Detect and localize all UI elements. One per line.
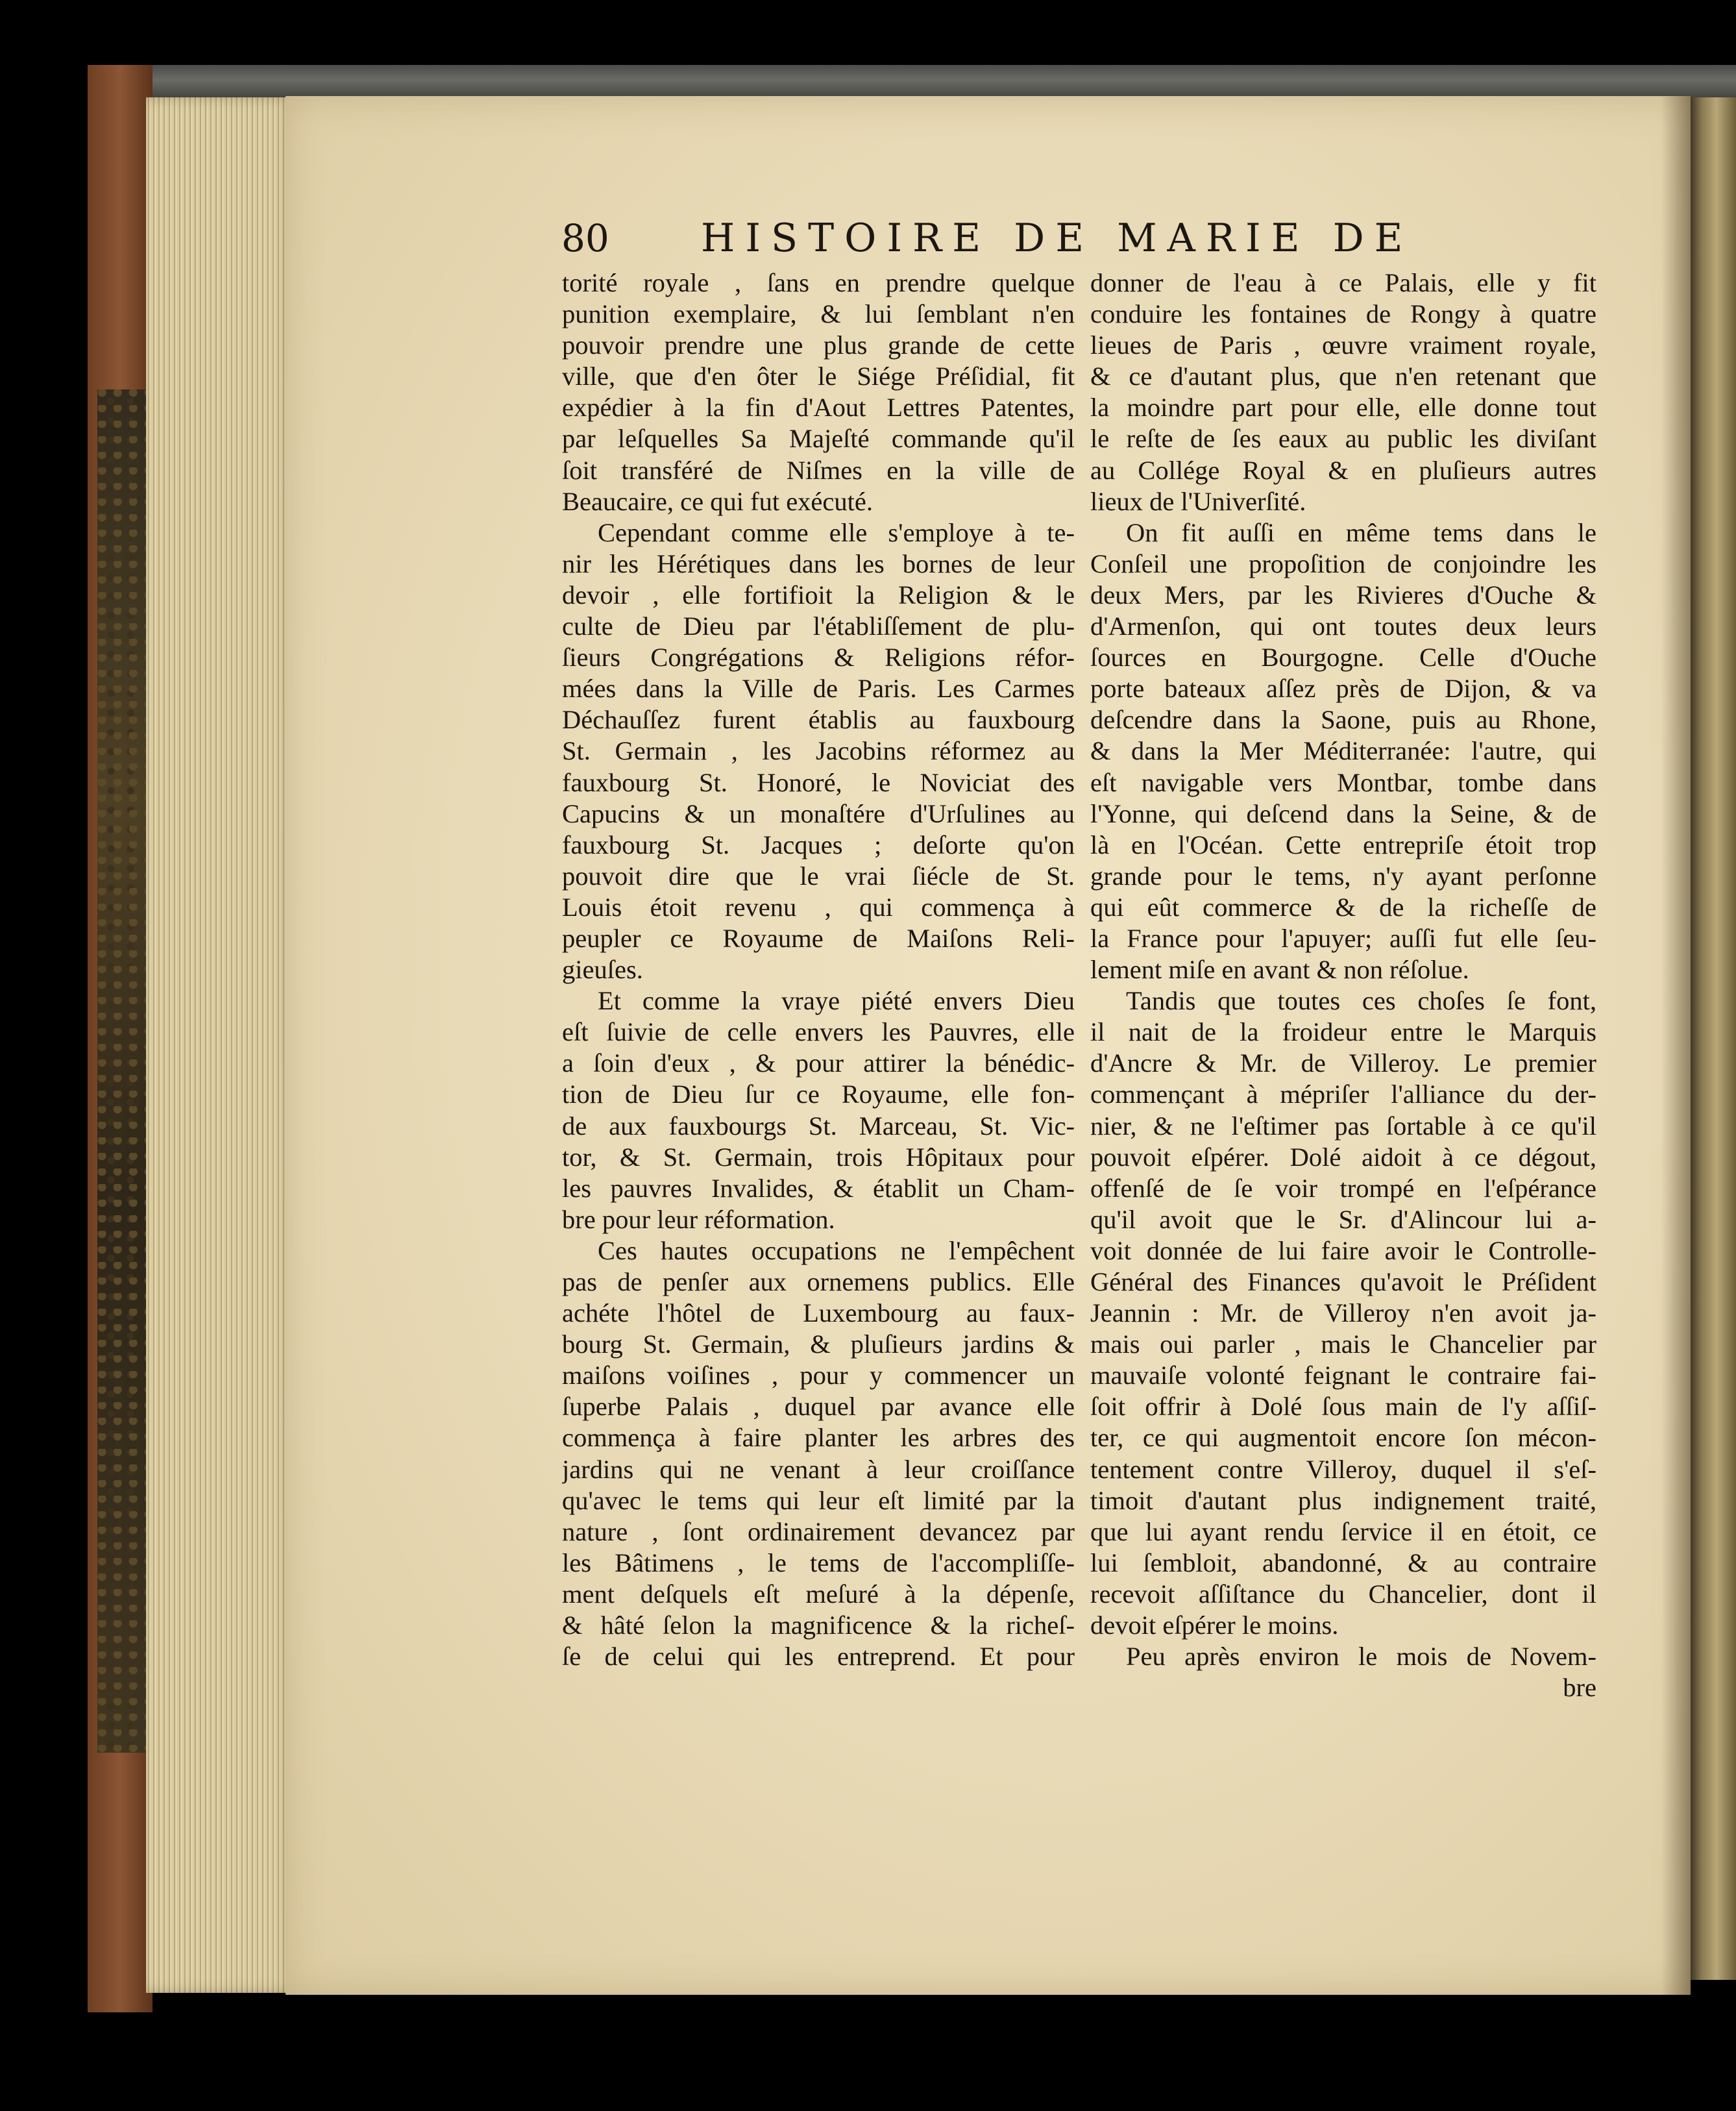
text-line: Et comme la vraye piété envers Dieu — [598, 986, 1075, 1016]
text-line: bourg St. Germain, & pluſieurs jardins & — [562, 1329, 1075, 1359]
marbled-cover-board — [97, 389, 149, 1753]
text-line: Conſeil une propoſition de conjoindre les — [1090, 549, 1596, 578]
text-line: lieues de Paris , œuvre vraiment royale, — [1090, 330, 1596, 360]
text-line: d'Armenſon, qui ont toutes deux leurs — [1090, 611, 1596, 641]
text-line: pouvoit dire que le vrai ſiécle de St. — [562, 861, 1075, 891]
text-line: devoir , elle fortifioit la Religion & le — [562, 580, 1075, 610]
text-line: fauxbourg St. Jacques ; deſorte qu'on — [562, 830, 1075, 859]
text-line: punition exemplaire, & lui ſemblant n'en — [562, 299, 1075, 329]
text-line: que lui ayant rendu ſervice il en étoit, ce — [1090, 1516, 1596, 1546]
page-number: 80 — [561, 216, 609, 260]
text-line: de aux fauxbourgs St. Marceau, St. Vic- — [562, 1111, 1075, 1141]
text-line: gieuſes. — [562, 955, 643, 985]
text-line: au Collége Royal & en pluſieurs autres — [1090, 455, 1596, 485]
text-line: ter, ce qui augmentoit encore ſon mécon- — [1090, 1423, 1596, 1453]
text-line: lement miſe en avant & non réſolue. — [1090, 955, 1469, 985]
text-line: tion de Dieu ſur ce Royaume, elle fon- — [562, 1080, 1075, 1109]
text-line: commença à faire planter les arbres des — [562, 1423, 1075, 1453]
text-line: deſcendre dans la Saone, puis au Rhone, — [1090, 705, 1596, 735]
text-line: lui ſembloit, abandonné, & au contraire — [1090, 1548, 1596, 1577]
text-line: culte de Dieu par l'établiſſement de plu- — [562, 611, 1075, 641]
gutter-shadow — [1661, 96, 1691, 1995]
text-line: nier, & ne l'eſtimer pas ſortable à ce qu'il — [1090, 1111, 1596, 1141]
text-line: ſuperbe Palais , duquel par avance elle — [562, 1392, 1075, 1422]
text-line: bre — [1563, 1673, 1596, 1703]
text-line: maiſons voiſines , pour y commencer un — [562, 1361, 1075, 1390]
text-line: pas de penſer aux ornemens publics. Elle — [562, 1267, 1075, 1296]
running-title: HISTOIRE DE MARIE DE — [701, 216, 1413, 261]
text-line: Beaucaire, ce qui fut exécuté. — [562, 486, 873, 516]
text-line: & dans la Mer Méditerranée: l'autre, qui — [1090, 736, 1596, 766]
text-line: & ce d'autant plus, que n'en retenant que — [1090, 362, 1596, 391]
text-line: Ces hautes occupations ne l'empêchent — [598, 1235, 1075, 1265]
text-line: ſe de celui qui les entreprend. Et pour — [562, 1642, 1075, 1672]
text-line: par leſquelles Sa Majeſté commande qu'il — [562, 424, 1075, 454]
running-head — [561, 209, 1470, 267]
text-line: là en l'Océan. Cette entrepriſe étoit trop — [1090, 830, 1596, 859]
text-line: ſieurs Congrégations & Religions réfor- — [562, 643, 1075, 673]
text-line: les pauvres Invalides, & établit un Cham- — [562, 1173, 1075, 1203]
text-line: tentement contre Villeroy, duquel il s'eſ- — [1090, 1454, 1596, 1484]
text-line: offenſé de ſe voir trompé en l'eſpérance — [1090, 1173, 1596, 1203]
text-line: ſources en Bourgogne. Celle d'Ouche — [1090, 643, 1596, 673]
text-line: grande pour le tems, n'y ayant perſonne — [1090, 861, 1596, 891]
text-line: la moindre part pour elle, elle donne tout — [1090, 393, 1596, 423]
text-line: qui eût commerce & de la richeſſe de — [1090, 892, 1596, 922]
text-line: peupler ce Royaume de Maiſons Reli- — [562, 923, 1075, 953]
text-line: qu'avec le tems qui leur eſt limité par la — [562, 1485, 1075, 1515]
text-line: pouvoir prendre une plus grande de cette — [562, 330, 1075, 360]
text-line: Peu après environ le mois de Novem- — [1126, 1642, 1596, 1672]
text-line: deux Mers, par les Rivieres d'Ouche & — [1090, 580, 1596, 610]
text-line: ſoit transféré de Niſmes en la ville de — [562, 455, 1075, 485]
text-line: mais oui parler , mais le Chancelier par — [1090, 1329, 1596, 1359]
text-line: mauvaiſe volonté feignant le contraire fai- — [1090, 1361, 1596, 1390]
text-line: la France pour l'apuyer; auſſi fut elle ſeu- — [1090, 923, 1596, 953]
text-line: achéte l'hôtel de Luxembourg au faux- — [562, 1298, 1075, 1328]
text-line: ment deſquels eſt meſuré à la dépenſe, — [562, 1579, 1075, 1609]
facing-page-edge — [1687, 97, 1736, 1980]
text-line: Tandis que toutes ces choſes ſe font, — [1126, 986, 1596, 1016]
text-line: ville, que d'en ôter le Siége Préſidial, fit — [562, 362, 1075, 391]
text-line: ſoit offrir à Dolé ſous main de l'y aſſiſ- — [1090, 1392, 1596, 1422]
text-line: qu'il avoit que le Sr. d'Alincour lui a- — [1090, 1204, 1596, 1234]
text-line: Capucins & un monaſtére d'Urſulines au — [562, 798, 1075, 828]
text-column-right — [1090, 267, 1596, 1703]
page-stack-edges — [146, 97, 295, 1993]
text-line: voit donnée de lui faire avoir le Controlle- — [1090, 1235, 1596, 1265]
text-line: Déchauſſez furent établis au fauxbourg — [562, 705, 1075, 735]
text-column-left — [562, 267, 1075, 1672]
text-line: recevoit aſſiſtance du Chancelier, dont il — [1090, 1579, 1596, 1609]
text-line: lieux de l'Univerſité. — [1090, 486, 1306, 516]
text-line: eſt ſuivie de celle envers les Pauvres, elle — [562, 1017, 1075, 1047]
text-line: pouvoit eſpérer. Dolé aidoit à ce dégout, — [1090, 1142, 1596, 1172]
text-line: expédier à la fin d'Aout Lettres Patentes, — [562, 393, 1075, 423]
text-line: donner de l'eau à ce Palais, elle y fit — [1090, 268, 1596, 297]
text-line: l'Yonne, qui deſcend dans la Seine, & de — [1090, 798, 1596, 828]
text-line: eſt navigable vers Montbar, tombe dans — [1090, 767, 1596, 797]
text-line: Louis étoit revenu , qui commença à — [562, 892, 1075, 922]
text-line: a ſoin d'eux , & pour attirer la bénédic- — [562, 1048, 1075, 1078]
text-line: & hâté ſelon la magnificence & la richeſ- — [562, 1611, 1075, 1640]
text-line: d'Ancre & Mr. de Villeroy. Le premier — [1090, 1048, 1596, 1078]
text-line: nir les Hérétiques dans les bornes de leur — [562, 549, 1075, 578]
text-line: Cependant comme elle s'employe à te- — [598, 517, 1075, 547]
text-line: nature , ſont ordinairement devancez par — [562, 1516, 1075, 1546]
text-line: Général des Finances qu'avoit le Préſident — [1090, 1267, 1596, 1296]
text-line: il nait de la froideur entre le Marquis — [1090, 1017, 1596, 1047]
text-line: timoit d'autant plus indignement traité, — [1090, 1485, 1596, 1515]
text-line: On fit auſſi en même tems dans le — [1126, 517, 1596, 547]
text-line: fauxbourg St. Honoré, le Noviciat des — [562, 767, 1075, 797]
text-line: jardins qui ne venant à leur croiſſance — [562, 1454, 1075, 1484]
text-line: bre pour leur réformation. — [562, 1204, 835, 1234]
text-line: Jeannin : Mr. de Villeroy n'en avoit ja- — [1090, 1298, 1596, 1328]
text-line: commençant à mépriſer l'alliance du der- — [1090, 1080, 1596, 1109]
text-line: St. Germain , les Jacobins réformez au — [562, 736, 1075, 766]
text-line: les Bâtimens , le tems de l'accompliſſe- — [562, 1548, 1075, 1577]
text-line: mées dans la Ville de Paris. Les Carmes — [562, 674, 1075, 704]
text-line: porte bateaux aſſez près de Dijon, & va — [1090, 674, 1596, 704]
text-line: conduire les fontaines de Rongy à quatre — [1090, 299, 1596, 329]
text-line: le reſte de ſes eaux au public les diviſant — [1090, 424, 1596, 454]
text-line: tor, & St. Germain, trois Hôpitaux pour — [562, 1142, 1075, 1172]
text-line: devoit eſpérer le moins. — [1090, 1611, 1339, 1640]
text-line: torité royale , ſans en prendre quelque — [562, 268, 1075, 297]
